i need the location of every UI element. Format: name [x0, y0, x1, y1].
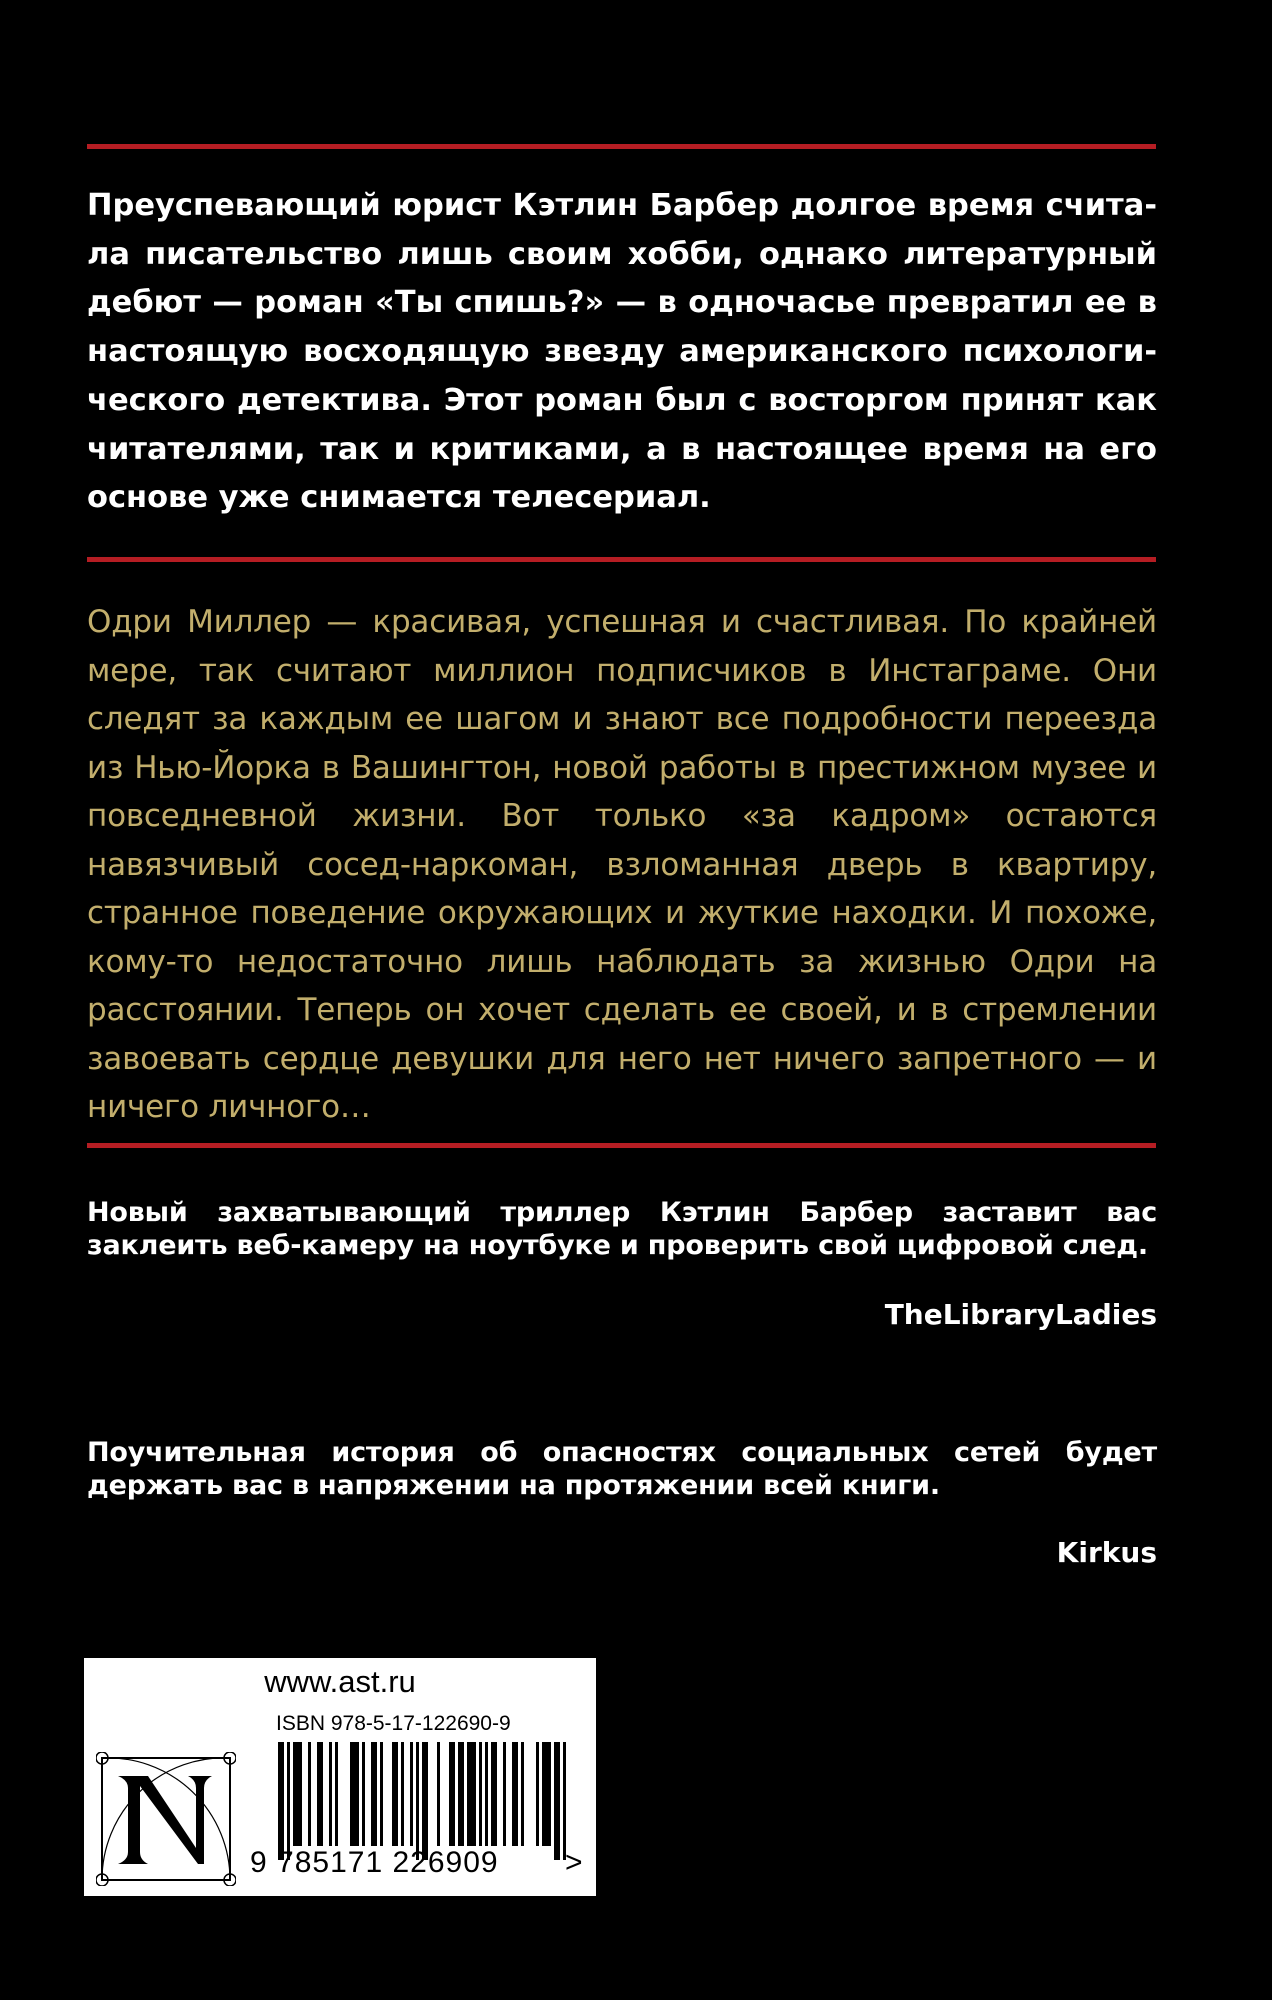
barcode-bar — [329, 1742, 332, 1846]
divider-middle — [87, 557, 1156, 562]
isbn-label: ISBN 978-5-17-122690-9 — [276, 1712, 511, 1735]
review-quote-1: Новый захватывающий триллер Кэтлин Барбер заставит вас заклеить веб-камеру на ноутбуке и проверить свой цифровой след. — [87, 1197, 1157, 1261]
barcode-bar — [335, 1742, 338, 1846]
barcode-bar — [410, 1742, 413, 1846]
barcode-bar — [380, 1742, 383, 1846]
barcode-bar — [503, 1742, 506, 1846]
barcode-bar — [287, 1742, 290, 1860]
barcode-bar — [362, 1742, 365, 1846]
publisher-website: www.ast.ru — [264, 1664, 416, 1699]
barcode-bar — [479, 1742, 482, 1846]
review-quote-2: Поучительная история об опасностях социальных сетей будет держать вас в напряжении на протяжении всей книги. — [87, 1437, 1157, 1501]
barcode-bar — [491, 1742, 497, 1846]
barcode-bar — [308, 1742, 311, 1846]
publisher-n-logo-icon — [96, 1752, 236, 1886]
barcode-bar — [317, 1742, 323, 1846]
barcode-bar — [371, 1742, 377, 1846]
barcode-bar — [563, 1742, 566, 1860]
barcode-bar — [521, 1742, 524, 1846]
barcode-end-mark: > — [565, 1846, 583, 1879]
barcode-bar — [467, 1742, 476, 1846]
barcode-bar — [437, 1742, 440, 1846]
review-source-2: Kirkus — [1056, 1536, 1157, 1569]
barcode-bar — [512, 1742, 518, 1846]
barcode-digits: 9 785171 226909 — [250, 1846, 499, 1879]
barcode-bars — [278, 1742, 574, 1860]
divider-bottom — [87, 1143, 1156, 1148]
barcode-bar — [293, 1742, 302, 1846]
synopsis-text: Одри Миллер — красивая, успешная и счастливая. По крайней мере, так считают миллион подписчиков в Инстаграме. Они следят за каждым ее шагом и знают все подробности переезда из Нью-Йорка в Вашингтон, новой работы в престижном музее и повседневной жизни. Вот только «за кадром» остаются навязчивый сосед-наркоман, взломанная дверь в квартиру, странное поведение окружающих и жуткие находки. И похоже, кому-то недостаточно лишь наблюдать за жизнью Одри на расстоянии. Теперь он хочет сделать ее своей, и в стремлении завоевать сердце девушки для него нет ничего запретного — и ничего личного… — [87, 604, 1157, 1125]
barcode-bar — [416, 1742, 419, 1860]
barcode-bar — [392, 1742, 398, 1846]
barcode-bar — [458, 1742, 464, 1846]
barcode-bar — [542, 1742, 551, 1846]
barcode-bar — [536, 1742, 539, 1846]
barcode-bar — [422, 1742, 428, 1860]
review-source-1: TheLibraryLadies — [884, 1298, 1157, 1331]
barcode-bar — [449, 1742, 455, 1846]
barcode-bar — [350, 1742, 359, 1846]
about-author-text: Преуспевающий юрист Кэтлин Барбер долгое время считала писательство лишь своим хобби, однако литературный дебют — роман «Ты спишь?» — в одночасье превратил ее в настоящую восходящую звезду американского психологического детектива. Этот роман был с восторгом принят как читателями, так и критиками, а в настоящее время на его основе уже снимается телесериал. — [87, 188, 1157, 516]
barcode-bar — [485, 1742, 488, 1846]
barcode-bar — [554, 1742, 560, 1860]
barcode-box — [84, 1658, 596, 1896]
barcode-bar — [401, 1742, 404, 1846]
divider-top — [87, 144, 1156, 149]
barcode-bar — [278, 1742, 284, 1860]
